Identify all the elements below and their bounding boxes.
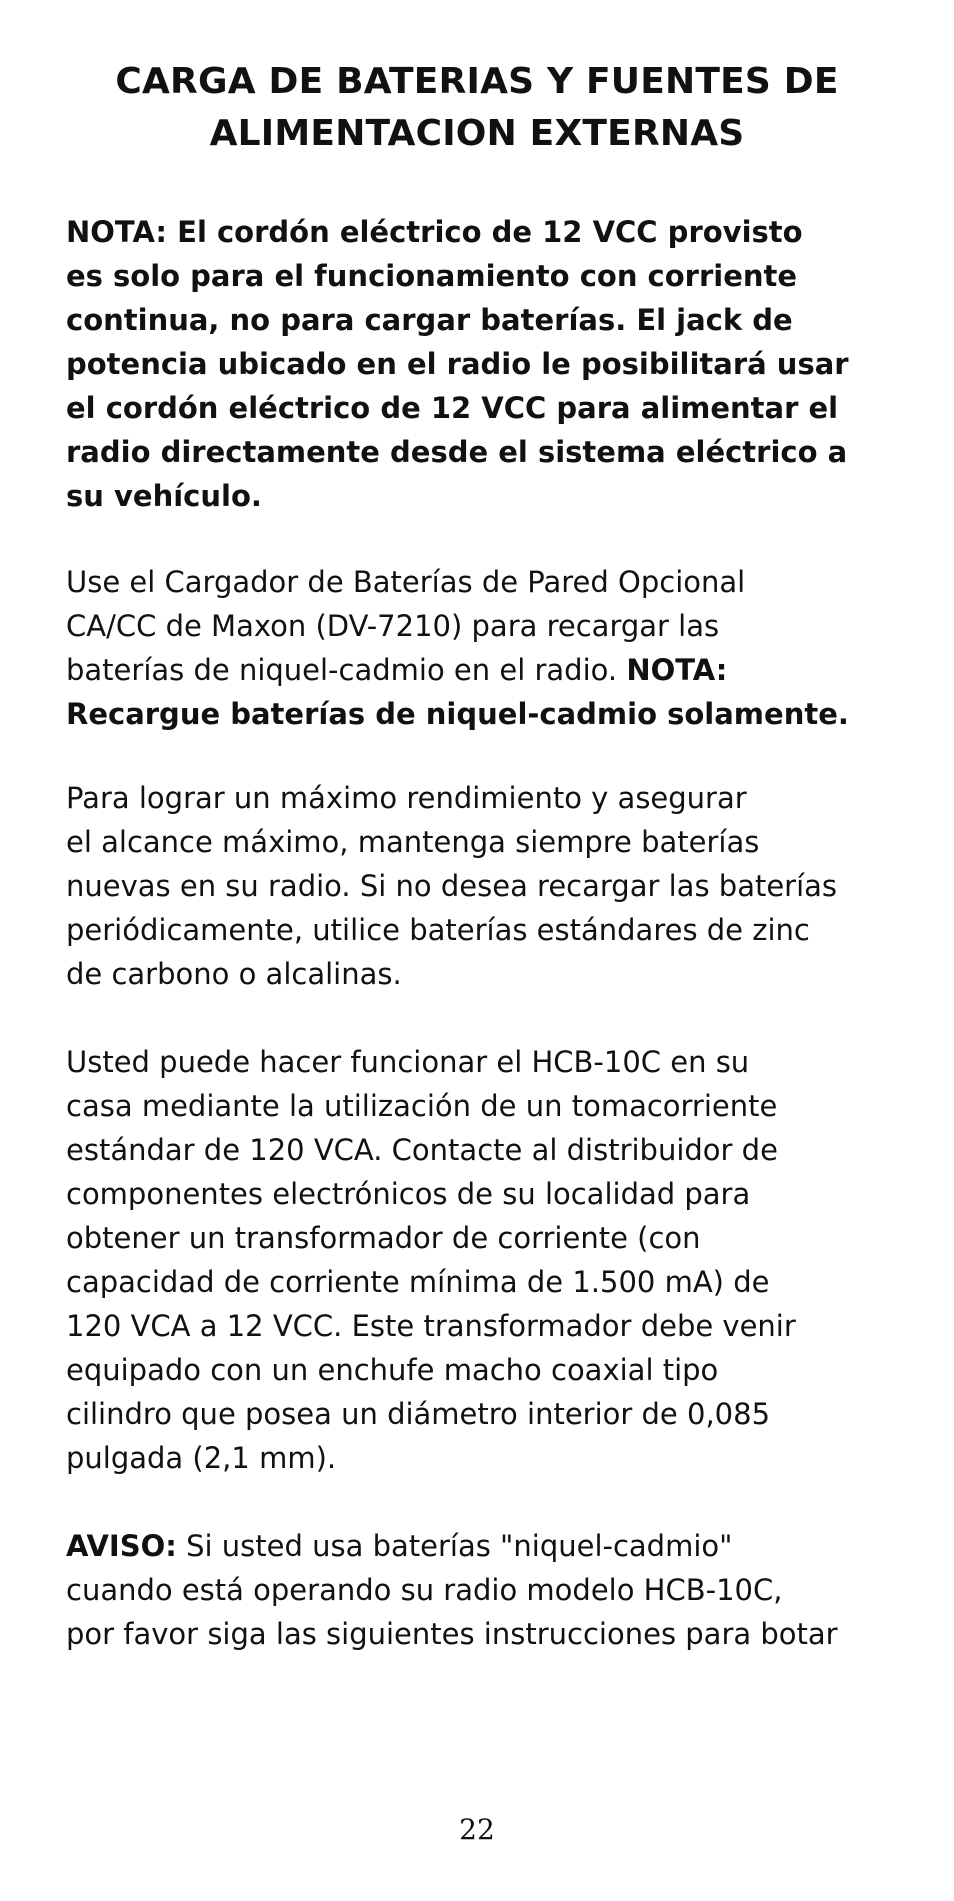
- warning-line-text: Si usted usa baterías "niquel-cadmio": [176, 1529, 733, 1563]
- charger-line: [66, 648, 896, 692]
- performance-line: de carbono o alcalinas.: [66, 957, 402, 991]
- charger-line: CA/CC de Maxon (DV-7210) para recargar las: [66, 609, 720, 643]
- home-use-line: componentes electrónicos de su localidad para: [66, 1177, 751, 1211]
- home-use-line: 120 VCA a 12 VCC. Este transformador debe venir: [66, 1309, 796, 1343]
- home-use-paragraph: [66, 1040, 896, 1480]
- note-line: potencia ubicado en el radio le posibilitará usar: [66, 347, 849, 381]
- charger-paragraph: [66, 560, 896, 736]
- warning-label: AVISO:: [66, 1529, 177, 1563]
- warning-line: [66, 1524, 896, 1568]
- charger-note-text: Recargue baterías de niquel-cadmio solamente.: [66, 697, 849, 731]
- warning-line: por favor siga las siguientes instrucciones para botar: [66, 1617, 838, 1651]
- performance-line: Para lograr un máximo rendimiento y asegurar: [66, 781, 747, 815]
- title-line-2: ALIMENTACION EXTERNAS: [209, 113, 745, 154]
- page-title: [60, 56, 894, 160]
- note-line: radio directamente desde el sistema eléctrico a: [66, 435, 848, 469]
- title-line-1: CARGA DE BATERIAS Y FUENTES DE: [115, 61, 839, 102]
- performance-line: el alcance máximo, mantenga siempre baterías: [66, 825, 760, 859]
- home-use-line: capacidad de corriente mínima de 1.500 mA) de: [66, 1265, 770, 1299]
- warning-line: cuando está operando su radio modelo HCB-10C,: [66, 1573, 783, 1607]
- home-use-line: casa mediante la utilización de un tomacorriente: [66, 1089, 778, 1123]
- page-number: 22: [459, 1813, 495, 1846]
- home-use-line: equipado con un enchufe macho coaxial tipo: [66, 1353, 719, 1387]
- note-line: es solo para el funcionamiento con corriente: [66, 259, 798, 293]
- charger-line: Use el Cargador de Baterías de Pared Opcional: [66, 565, 746, 599]
- home-use-line: Usted puede hacer funcionar el HCB-10C en su: [66, 1045, 750, 1079]
- home-use-line: estándar de 120 VCA. Contacte al distribuidor de: [66, 1133, 778, 1167]
- note-line: el cordón eléctrico de 12 VCC para alimentar el: [66, 391, 839, 425]
- note-line: su vehículo.: [66, 479, 262, 513]
- note-line: continua, no para cargar baterías. El jack de: [66, 303, 793, 337]
- note-line: NOTA: El cordón eléctrico de 12 VCC provisto: [66, 215, 803, 249]
- performance-line: periódicamente, utilice baterías estándares de zinc: [66, 913, 810, 947]
- warning-paragraph: [66, 1524, 896, 1656]
- charger-line-text: baterías de niquel-cadmio en el radio.: [66, 653, 627, 687]
- performance-paragraph: [66, 776, 896, 996]
- home-use-line: pulgada (2,1 mm).: [66, 1441, 337, 1475]
- home-use-line: cilindro que posea un diámetro interior de 0,085: [66, 1397, 771, 1431]
- performance-line: nuevas en su radio. Si no desea recargar las baterías: [66, 869, 838, 903]
- charger-note-label: NOTA:: [626, 653, 728, 687]
- note-paragraph: [66, 210, 896, 518]
- home-use-line: obtener un transformador de corriente (con: [66, 1221, 701, 1255]
